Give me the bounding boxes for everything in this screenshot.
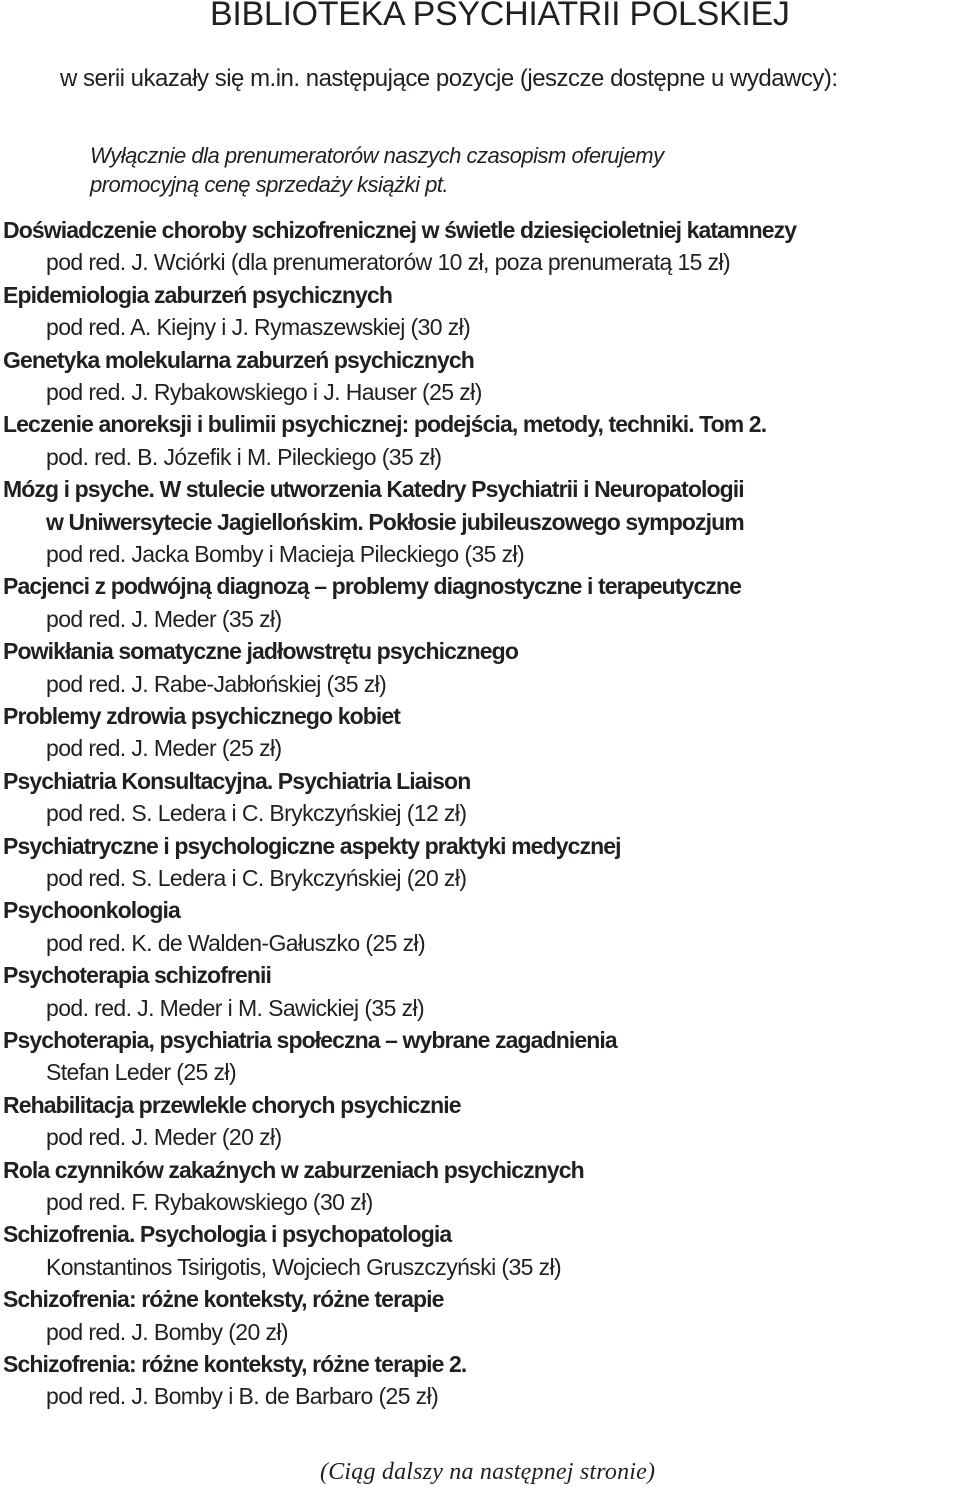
book-title: Mózg i psyche. W stulecie utworzenia Katedry Psychiatrii i Neuropatologii: [3, 476, 744, 503]
book-title: Powikłania somatyczne jadłowstrętu psychicznego: [3, 638, 518, 665]
book-editor-price: pod red. J. Bomby i B. de Barbaro (25 zł): [46, 1383, 439, 1410]
promo-line-2: promocyjną cenę sprzedaży książki pt.: [90, 172, 449, 197]
book-title: Psychoterapia, psychiatria społeczna – wybrane zagadnienia: [3, 1027, 617, 1053]
book-editor-price: pod red. J. Wciórki (dla prenumeratorów 10 zł, poza prenumeratą 15 zł): [46, 249, 731, 276]
book-title: Schizofrenia. Psychologia i psychopatologia: [3, 1221, 452, 1248]
book-title-continued: w Uniwersytecie Jagiellońskim. Pokłosie jubileuszowego sympozjum: [46, 508, 744, 535]
book-title: Genetyka molekularna zaburzeń psychicznych: [3, 346, 474, 373]
book-editor-price: pod red. K. de Walden-Gałuszko (25 zł): [46, 929, 426, 956]
book-title: Rola czynników zakaźnych w zaburzeniach psychicznych: [3, 1156, 584, 1183]
book-editor-price: pod red. J. Rybakowskiego i J. Hauser (25 zł): [46, 379, 482, 405]
book-title: Epidemiologia zaburzeń psychicznych: [3, 281, 392, 308]
book-editor-price: pod red. S. Ledera i C. Brykczyńskiej (20 zł): [46, 865, 467, 891]
book-title: Doświadczenie choroby schizofrenicznej w świetle dziesięcioletniej katamnezy: [3, 217, 797, 243]
book-title: Psychoterapia schizofrenii: [3, 962, 272, 989]
book-title: Psychiatryczne i psychologiczne aspekty praktyki medycznej: [3, 832, 621, 859]
book-title: Problemy zdrowia psychicznego kobiet: [3, 703, 401, 729]
book-editor-price: pod red. S. Ledera i C. Brykczyńskiej (12 zł): [46, 800, 467, 827]
book-title: Pacjenci z podwójną diagnozą – problemy diagnostyczne i terapeutyczne: [3, 573, 741, 600]
continued-note: (Ciąg dalszy na następnej stronie): [320, 1459, 656, 1485]
book-editor-price: Konstantinos Tsirigotis, Wojciech Gruszczyński (35 zł): [46, 1253, 562, 1280]
book-title: Leczenie anoreksji i bulimii psychicznej: podejścia, metody, techniki. Tom 2.: [3, 411, 767, 438]
book-editor-price: pod red. A. Kiejny i J. Rymaszewskiej (30 zł): [46, 314, 471, 341]
book-editor-price: Stefan Leder (25 zł): [46, 1059, 237, 1086]
book-editor-price: pod red. J. Rabe-Jabłońskiej (35 zł): [46, 670, 387, 697]
book-editor-price: pod red. J. Meder (25 zł): [46, 735, 282, 762]
book-editor-price: pod red. Jacka Bomby i Macieja Pileckiego (35 zł): [46, 541, 525, 567]
promo-note: [90, 141, 664, 199]
book-editor-price: pod red. J. Bomby (20 zł): [46, 1318, 288, 1345]
book-editor-price: pod. red. B. Józefik i M. Pileckiego (35 zł): [46, 443, 442, 470]
book-title: Psychoonkologia: [3, 897, 180, 924]
book-title: Psychiatria Konsultacyjna. Psychiatria Liaison: [3, 767, 471, 794]
book-editor-price: pod red. F. Rybakowskiego (30 zł): [46, 1189, 373, 1215]
page-title: BIBLIOTEKA PSYCHIATRII POLSKIEJ: [210, 0, 790, 33]
book-title: Rehabilitacja przewlekle chorych psychicznie: [3, 1091, 461, 1118]
book-editor-price: pod red. J. Meder (35 zł): [46, 605, 282, 632]
promo-line-1: Wyłącznie dla prenumeratorów naszych czasopism oferujemy: [90, 143, 664, 168]
book-title: Schizofrenia: różne konteksty, różne terapie 2.: [3, 1351, 467, 1377]
book-editor-price: pod red. J. Meder (20 zł): [46, 1124, 282, 1151]
book-editor-price: pod. red. J. Meder i M. Sawickiej (35 zł): [46, 994, 425, 1021]
book-title: Schizofrenia: różne konteksty, różne terapie: [3, 1286, 444, 1313]
intro-text: w serii ukazały się m.in. następujące pozycje (jeszcze dostępne u wydawcy):: [60, 65, 838, 92]
